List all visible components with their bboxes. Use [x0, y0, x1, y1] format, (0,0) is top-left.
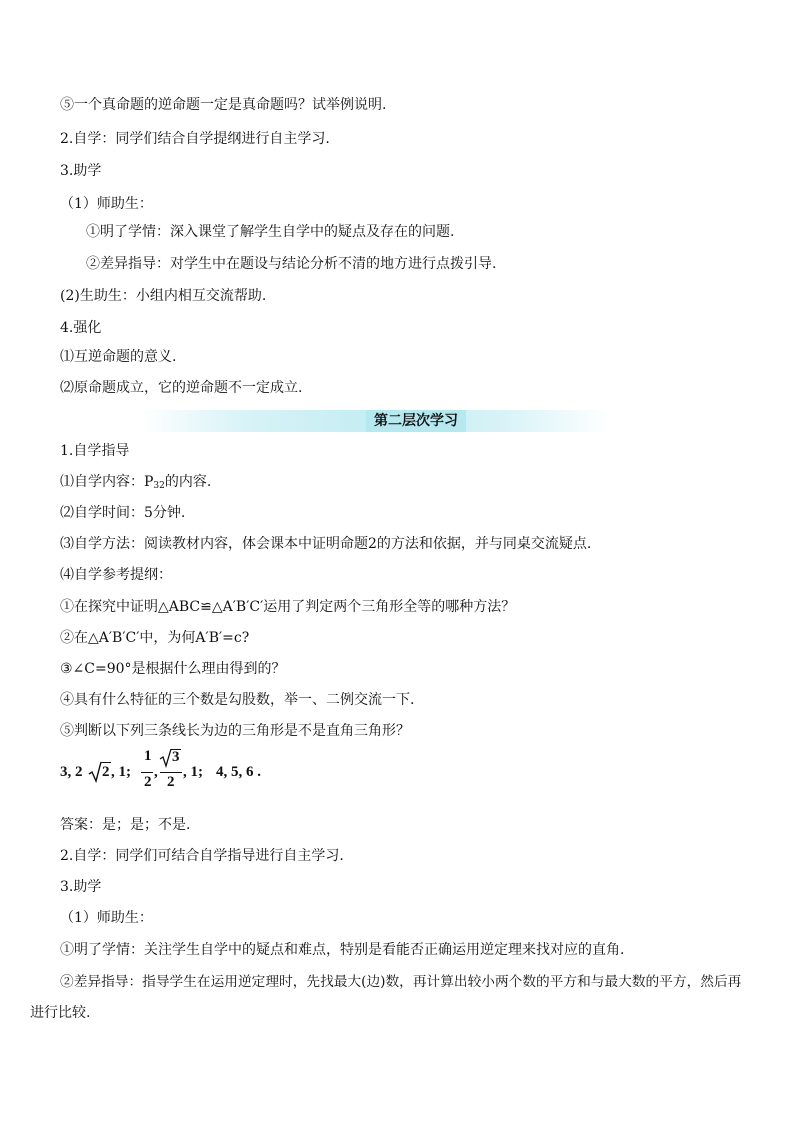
math-comma: ,: [154, 764, 158, 780]
study-time-line: ⑵自学时间：5分钟.: [60, 505, 186, 521]
question-5-text: ⑤一个真命题的逆命题一定是真命题吗？试举例说明.: [60, 97, 387, 113]
study-outline-heading: ⑷自学参考提纲：: [60, 567, 172, 583]
student-help-text: (2)生助生：小组内相互交流帮助.: [60, 288, 267, 304]
self-study-step-2: 2.自学：同学们可结合自学指导进行自主学习.: [60, 848, 344, 864]
math-radicand-1: 2: [102, 764, 110, 780]
outline-item-3: ③∠C=90°是根据什么理由得到的？: [60, 661, 286, 677]
frac1-numerator: 1: [144, 748, 152, 764]
heading-self-study-guide: 1.自学指导: [60, 443, 130, 459]
page-number-subscript: 32: [153, 481, 165, 491]
outline-item-2: ②在△A′B′C′中，为何A′B′=c?: [60, 630, 250, 646]
study-content-label: ⑴自学内容：P: [60, 474, 154, 490]
frac1-bar: [141, 772, 153, 773]
math-group2-end: , 1;: [183, 764, 203, 780]
answer-line: 答案：是；是；不是.: [60, 817, 191, 833]
differential-guidance-text: ②差异指导：对学生中在题设与结论分析不清的地方进行点拨引导.: [86, 256, 497, 272]
frac2-radicand: 3: [172, 749, 180, 765]
reinforce-item-2: ⑵原命题成立，它的逆命题不一定成立.: [60, 380, 303, 396]
study-content-line: [60, 472, 211, 496]
sqrt-overline: [101, 762, 111, 763]
frac1-denominator: 2: [144, 774, 152, 790]
math-group1-end: , 1;: [111, 764, 131, 780]
outline-item-4: ④具有什么特征的三个数是勾股数，举一、二例交流一下.: [60, 692, 415, 708]
math-expression: [60, 748, 360, 796]
teacher-help-heading: （1）师助生：: [60, 196, 153, 212]
math-group1-start: 3, 2: [60, 764, 83, 780]
frac2-denominator: 2: [167, 774, 175, 790]
understand-situation-text: ①明了学情：深入课堂了解学生自学中的疑点及存在的问题.: [86, 224, 455, 240]
outline-item-1: ①在探究中证明△ABC≌△A′B′C′运用了判定两个三角形全等的哪种方法？: [60, 599, 516, 615]
teacher-help-heading-2: （1）师助生：: [60, 910, 153, 926]
sqrt-sign-icon: [160, 748, 171, 768]
heading-help-study-2: 3.助学: [60, 879, 102, 895]
frac2-bar: [160, 772, 182, 773]
math-group3: 4, 5, 6 .: [216, 764, 261, 780]
study-content-suffix: 的内容.: [164, 474, 212, 490]
heading-reinforce: 4.强化: [60, 320, 102, 336]
sqrt-sign-icon: [89, 761, 101, 783]
section-title: 第二层次学习: [366, 410, 466, 432]
study-method-line: ⑶自学方法：阅读教材内容，体会课本中证明命题2的方法和依据，并与同桌交流疑点.: [60, 536, 592, 552]
outline-item-5: ⑤判断以下列三条线长为边的三角形是不是直角三角形？: [60, 723, 410, 739]
differential-guidance-text-2: ②差异指导：指导学生在运用逆定理时，先找最大(边)数，再计算出较小两个数的平方和与最大数的平方，然后再: [60, 974, 742, 990]
understand-situation-text-2: ①明了学情：关注学生自学中的疑点和难点，特别是看能否正确运用逆定理来找对应的直角.: [60, 942, 625, 958]
reinforce-item-1: ⑴互逆命题的意义.: [60, 349, 177, 365]
differential-guidance-continued: 进行比较.: [30, 1005, 91, 1021]
self-study-step: 2.自学：同学们结合自学提纲进行自主学习.: [60, 131, 330, 147]
heading-help-study: 3.助学: [60, 163, 102, 179]
